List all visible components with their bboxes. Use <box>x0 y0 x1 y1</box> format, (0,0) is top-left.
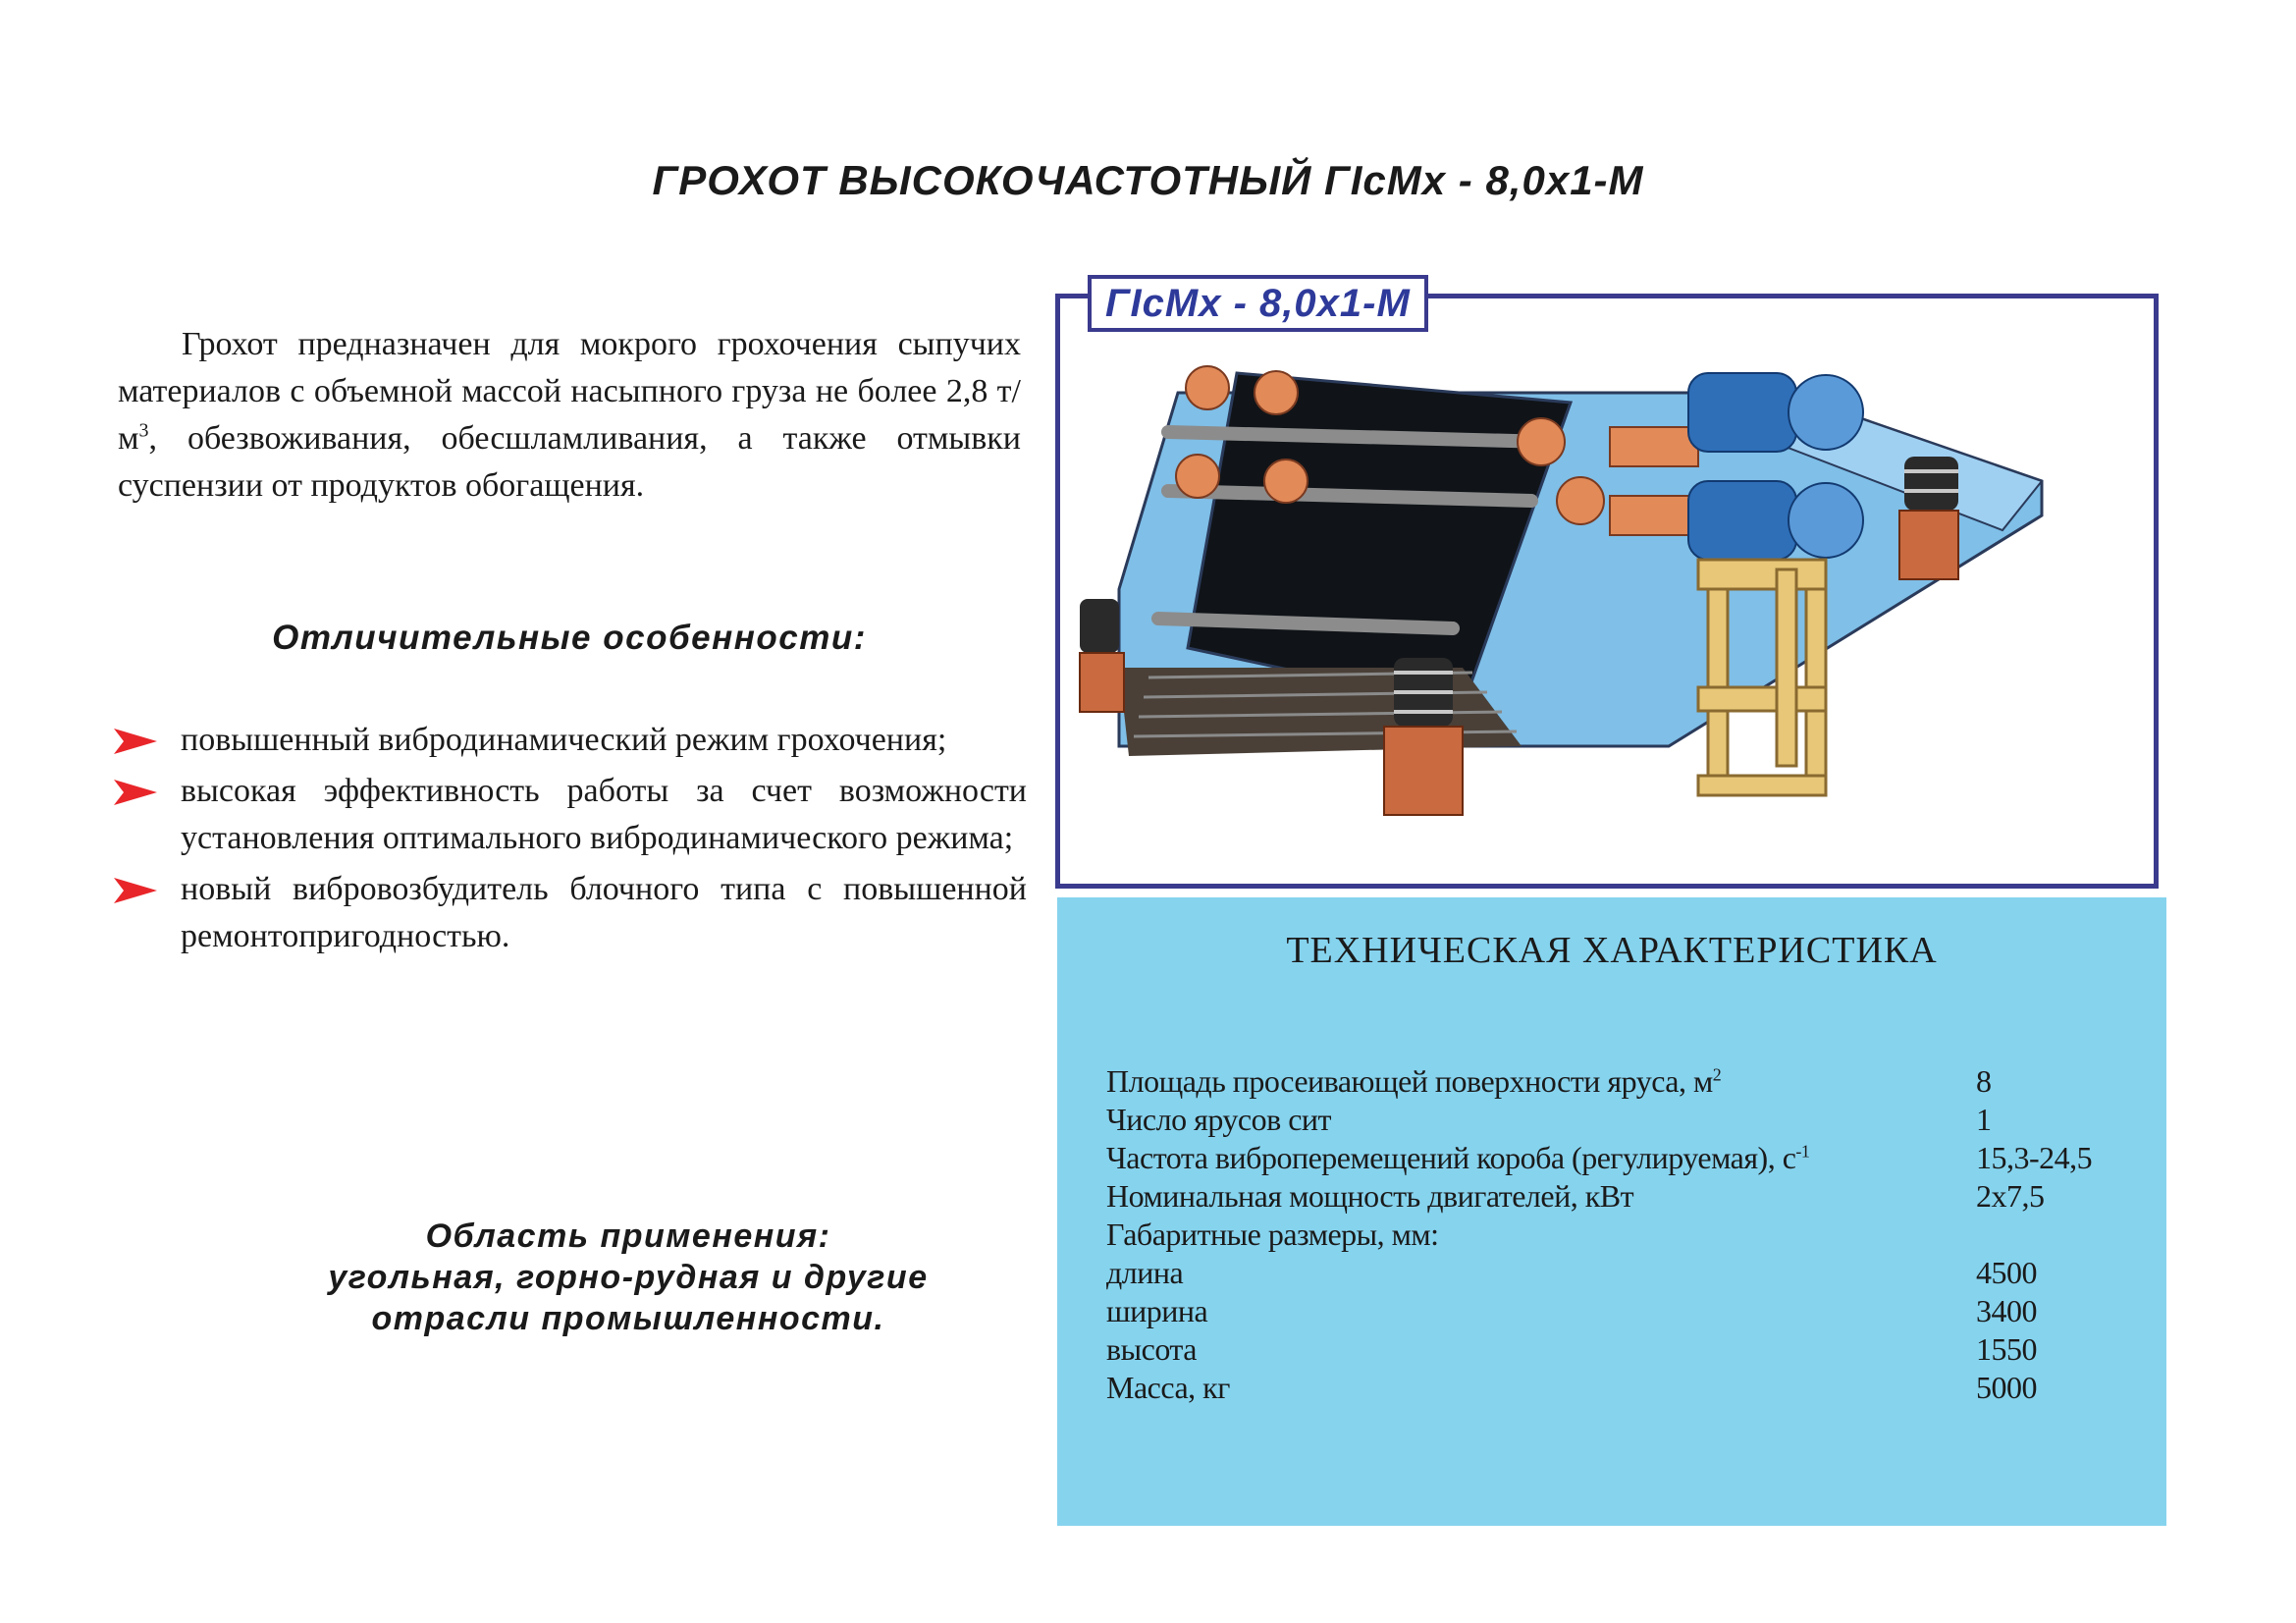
spec-label: Номинальная мощность двигателей, кВт <box>1106 1178 1634 1214</box>
spec-value: 1550 <box>1976 1331 2037 1367</box>
intro-superscript: 3 <box>138 419 149 442</box>
application-area <box>245 1216 1011 1339</box>
spec-value: 1 <box>1976 1102 1992 1137</box>
feature-item <box>114 866 1027 960</box>
specs-title: ТЕХНИЧЕСКАЯ ХАРАКТЕРИСТИКА <box>1286 930 1938 971</box>
spec-label-sup: -1 <box>1795 1141 1810 1162</box>
red-arrow-bullet-icon <box>114 729 157 754</box>
feature-item <box>114 717 1027 764</box>
spec-value: 8 <box>1976 1063 1992 1099</box>
spec-label <box>1106 1139 1809 1177</box>
feature-item <box>114 768 1027 862</box>
spec-value: 3400 <box>1976 1293 2037 1328</box>
spec-value: 2х7,5 <box>1976 1178 2045 1214</box>
application-heading: Область применения: <box>425 1217 831 1255</box>
spec-label-text: Площадь просеивающей поверхности яруса, м <box>1106 1063 1713 1099</box>
spec-value: 4500 <box>1976 1255 2037 1290</box>
spec-value: 5000 <box>1976 1370 2037 1405</box>
spec-label-sup: 2 <box>1712 1064 1722 1085</box>
spec-label: высота <box>1106 1331 1197 1367</box>
spec-label: ширина <box>1106 1293 1208 1328</box>
model-label-tag: ГIсМх - 8,0х1-М <box>1088 275 1428 332</box>
intro-paragraph <box>118 321 1021 510</box>
features-list <box>114 717 1027 964</box>
application-line: отрасли промышленности. <box>371 1300 885 1337</box>
spec-value: 15,3-24,5 <box>1976 1140 2093 1175</box>
feature-text: повышенный вибродинамический режим грохочения; <box>181 722 947 758</box>
red-arrow-bullet-icon <box>114 780 157 805</box>
spec-label: Число ярусов сит <box>1106 1102 1332 1137</box>
feature-text: новый вибровозбудитель блочного типа с повышенной ремонтопригодностью. <box>181 871 1027 954</box>
features-heading: Отличительные особенности: <box>272 619 867 657</box>
spec-label: длина <box>1106 1255 1184 1290</box>
spec-label: Габаритные размеры, мм: <box>1106 1217 1439 1252</box>
specs-panel <box>1057 897 2166 1526</box>
page-title: ГРОХОТ ВЫСОКОЧАСТОТНЫЙ ГIсМх - 8,0х1-М <box>652 157 1644 203</box>
intro-text: Грохот предназначен для мокрого грохочения сыпучих материалов с объемной массой насыпного груза не более 2,8 т/м <box>118 326 1021 457</box>
spec-label-text: Частота виброперемещений короба (регулируемая), с <box>1106 1140 1796 1175</box>
application-line: угольная, горно-рудная и другие <box>328 1259 929 1296</box>
feature-text: высокая эффективность работы за счет возможности установления оптимального вибродинамического режима; <box>181 773 1027 856</box>
red-arrow-bullet-icon <box>114 878 157 903</box>
spec-label <box>1106 1062 1721 1101</box>
screen-machine-illustration <box>1060 334 2140 844</box>
intro-text-end: , обезвоживания, обесшламливания, а также отмывки суспензии от продуктов обогащения. <box>118 420 1021 504</box>
spec-label: Масса, кг <box>1106 1370 1230 1405</box>
